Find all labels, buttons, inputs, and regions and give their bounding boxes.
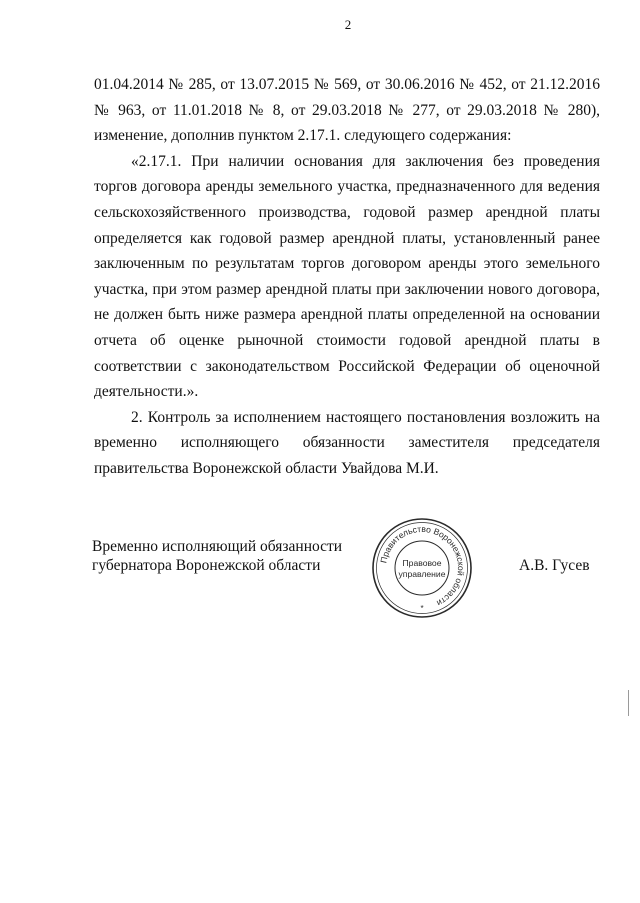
text-line: не должен быть ниже размера арендной платы определенной на основании [94, 306, 600, 324]
text-line: деятельности.». [94, 383, 199, 401]
document-body [94, 72, 600, 482]
signer-position-line: губернатора Воронежской области [92, 557, 321, 574]
page-number: 2 [344, 17, 352, 32]
text-line: № 963, от 11.01.2018 № 8, от 29.03.2018 № 277, от 29.03.2018 № 280), [94, 101, 600, 119]
text-line: 2. Контроль за исполнением настоящего постановления возложить на [131, 408, 600, 426]
signer-name: А.В. Гусев [519, 557, 590, 574]
stamp-star-mark: * [420, 604, 424, 613]
signer-position-line: Временно исполняющий обязанности [92, 538, 343, 555]
text-line: отчета об оценке рыночной стоимости годовой арендной платы в [94, 331, 600, 349]
text-line: определяется как годовой размер арендной платы, установленный ранее [94, 229, 600, 247]
scan-edge-mark [628, 690, 629, 716]
text-line: торгов договора аренды земельного участка, предназначенного для ведения [94, 178, 600, 196]
text-line: 01.04.2014 № 285, от 13.07.2015 № 569, от 30.06.2016 № 452, от 21.12.2016 [94, 76, 600, 93]
text-line: изменение, дополнив пунктом 2.17.1. следующего содержания: [94, 127, 512, 145]
official-stamp [370, 516, 474, 620]
text-line: сельскохозяйственного производства, годовой размер арендной платы [94, 203, 600, 221]
paragraph-clause-2-17-1 [94, 149, 600, 405]
stamp-center-line: управление [398, 569, 446, 579]
stamp-center-line: Правовое [402, 558, 442, 568]
text-line: «2.17.1. При наличии основания для заключения без проведения [131, 152, 600, 170]
text-line: участка, при этом размер арендной платы при заключении нового договора, [94, 280, 600, 298]
text-line: заключенным по результатам торгов договором аренды этого земельного [94, 255, 600, 273]
stamp-ring-text: Правительство Воронежской области [378, 523, 467, 609]
text-line: временно исполняющего обязанности заместителя председателя [94, 434, 600, 452]
text-line: правительства Воронежской области Увайдова М.И. [94, 459, 439, 477]
paragraph-control-clause [94, 405, 600, 482]
signer-position [92, 537, 342, 575]
text-line: соответствии с законодательством Российской Федерации об оценочной [94, 357, 600, 375]
paragraph-amendment-continuation [94, 72, 600, 149]
